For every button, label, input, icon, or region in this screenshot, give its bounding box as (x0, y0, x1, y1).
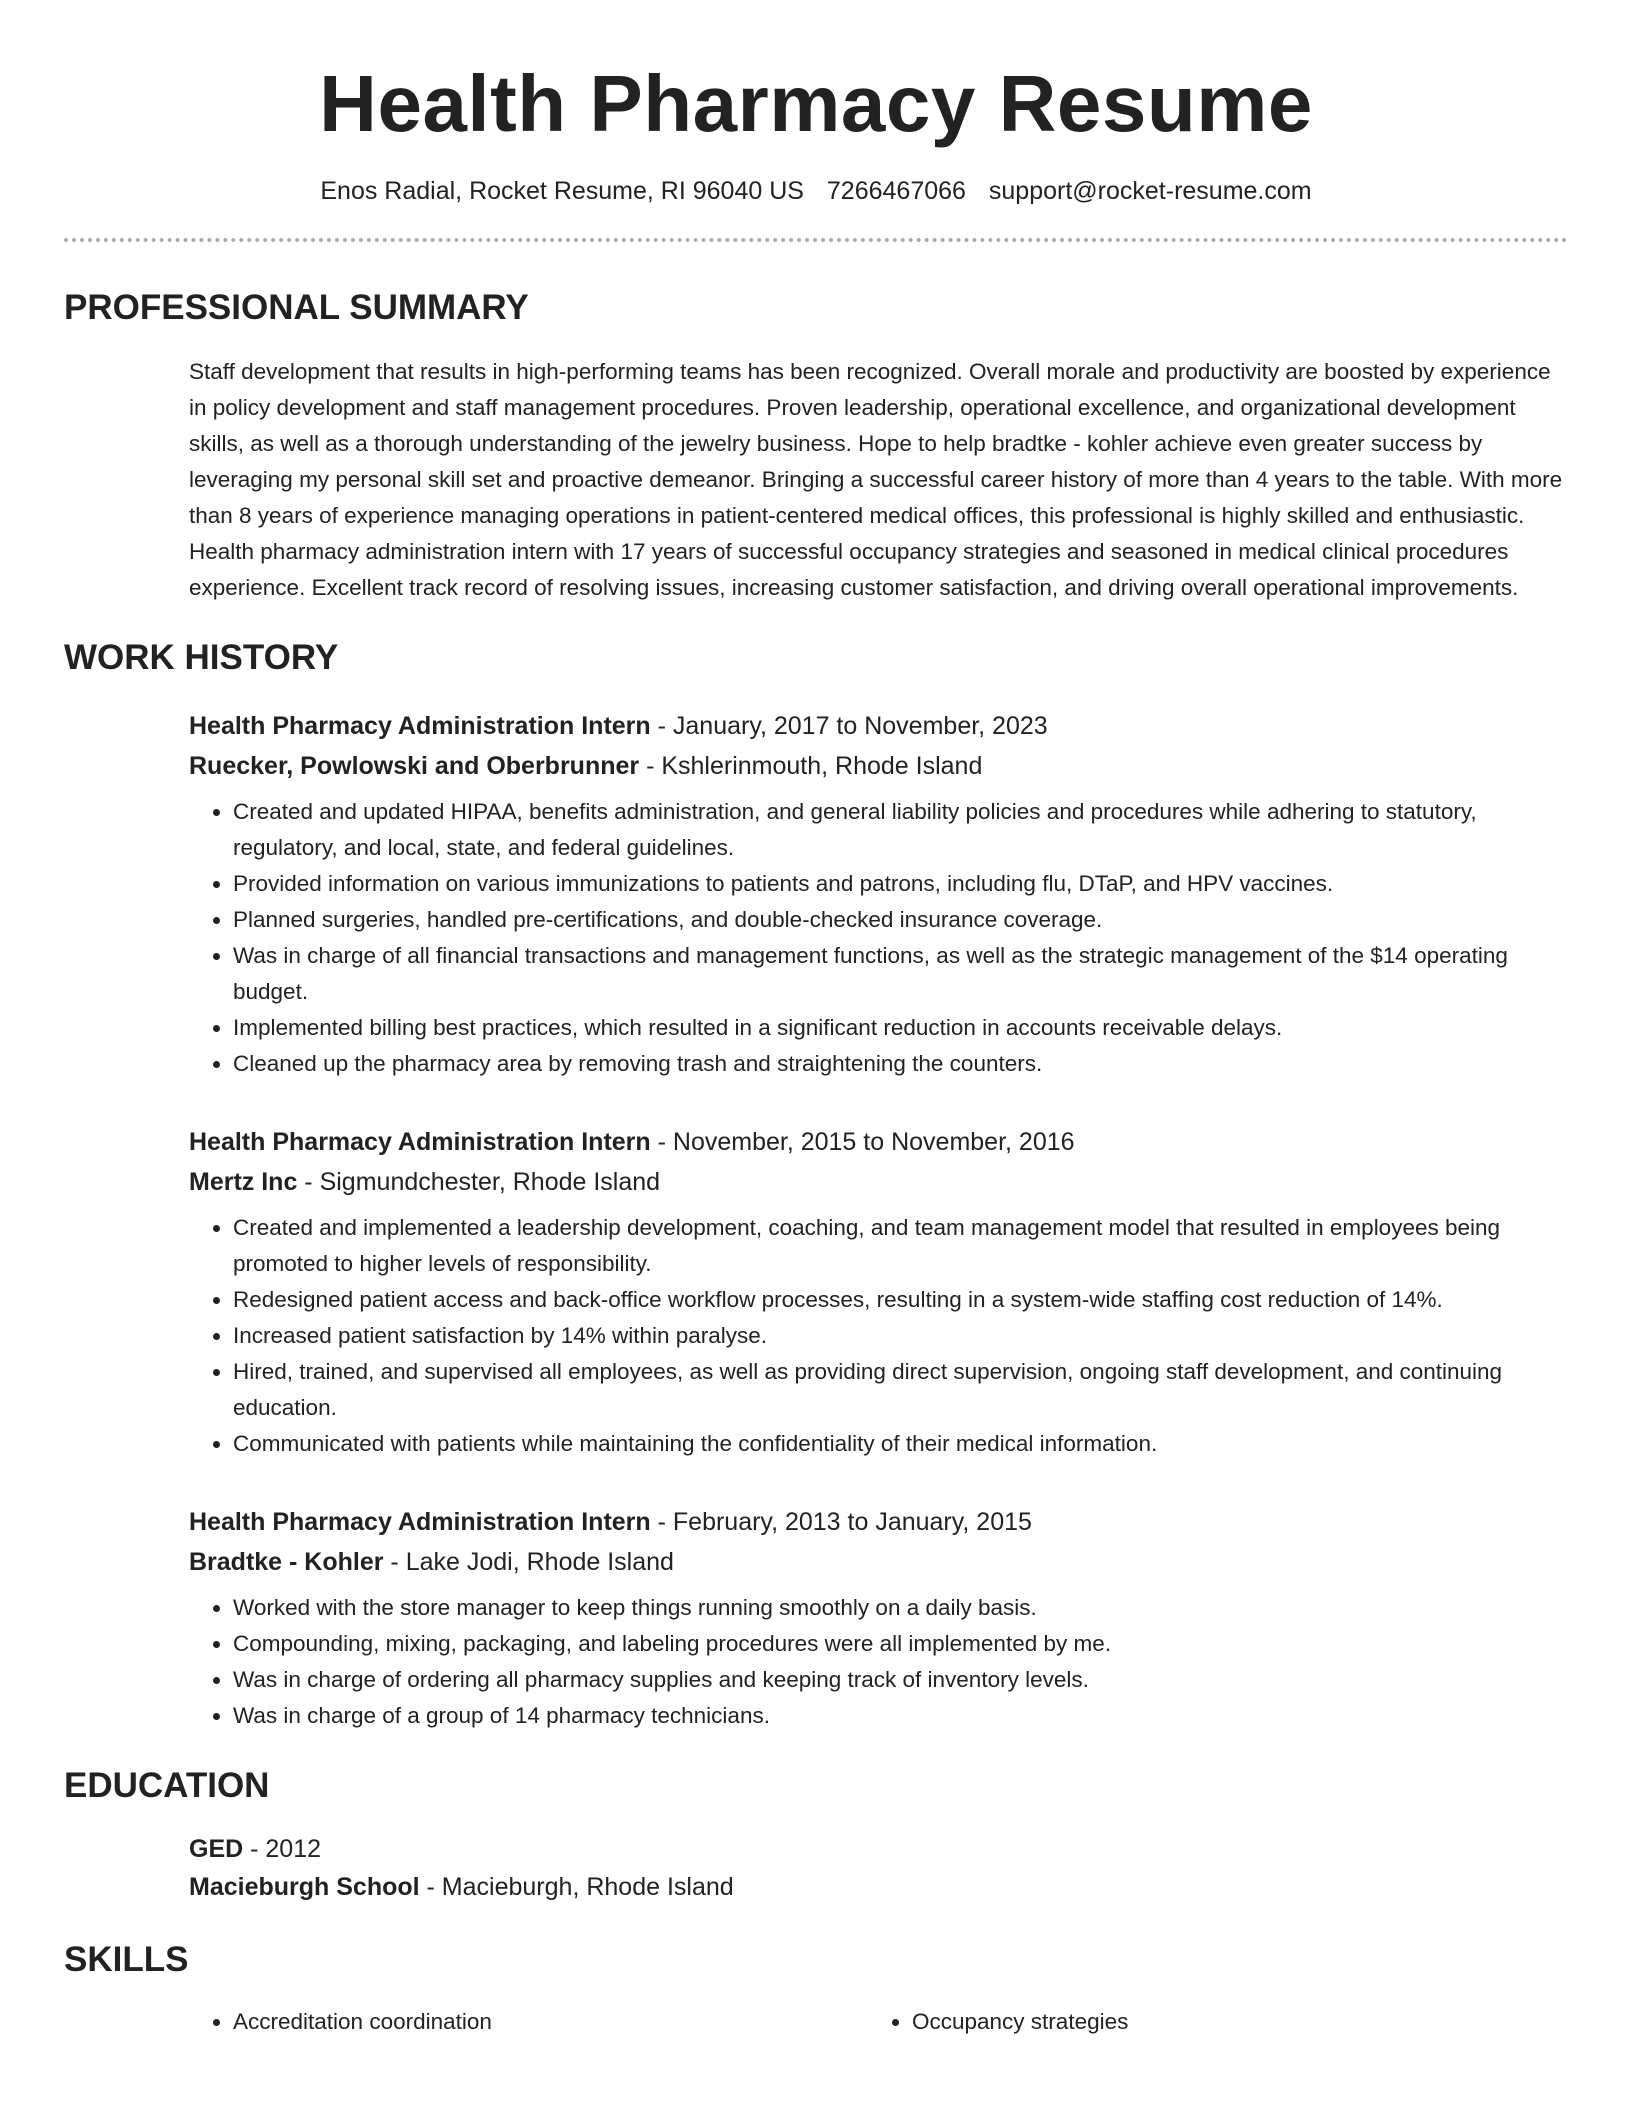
job-location: - Lake Jodi, Rhode Island (383, 1548, 674, 1576)
duty-item: • Was in charge of all financial transactions and management functions, as well as the strategic management of the $14 operating budget. (233, 938, 1568, 1010)
duty-item: • Cleaned up the pharmacy area by removing trash and straightening the counters. (233, 1046, 1568, 1082)
job-duties (189, 1590, 1568, 1734)
job-title: Health Pharmacy Administration Intern (189, 712, 651, 740)
job-title-line (189, 1122, 1568, 1162)
duty-item: • Implemented billing best practices, which resulted in a significant reduction in accounts receivable delays. (233, 1010, 1568, 1046)
job-dates: - November, 2015 to November, 2016 (650, 1128, 1075, 1156)
education-school: Macieburgh School (189, 1873, 420, 1901)
summary-text: Staff development that results in high-performing teams has been recognized. Overall morale and productivity are boosted by experience in policy development and staff management procedures. Proven leadership, operational excellence, and organizational development skills, as well as a thorough understanding of the jewelry business. Hope to help bradtke - kohler achieve even greater success by leveraging my personal skill set and proactive demeanor. Bringing a successful career history of more than 4 years to the table. With more than 8 years of experience managing operations in patient-centered medical offices, this professional is highly skilled and enthusiastic. Health pharmacy administration intern with 17 years of successful occupancy strategies and seasoned in medical clinical procedures experience. Excellent track record of resolving issues, increasing customer satisfaction, and driving overall operational improvements. (189, 359, 1563, 600)
job-dates: - January, 2017 to November, 2023 (650, 712, 1048, 740)
education-year: - 2012 (243, 1835, 322, 1863)
job-duties (189, 1210, 1568, 1462)
contact-phone: 7266467066 (826, 177, 966, 205)
job-company: Mertz Inc (189, 1168, 298, 1196)
duty-item: • Worked with the store manager to keep things running smoothly on a daily basis. (233, 1590, 1568, 1626)
duty-item: • Communicated with patients while maintaining the confidentiality of their medical information. (233, 1426, 1568, 1462)
work-history-heading: WORK HISTORY (64, 638, 339, 677)
skill-item: • Accreditation coordination (233, 2004, 868, 2040)
job-title: Health Pharmacy Administration Intern (189, 1128, 651, 1156)
skills-columns (189, 2004, 1568, 2040)
duty-item: • Created and updated HIPAA, benefits administration, and general liability policies and procedures while adhering to statutory, regulatory, and local, state, and federal guidelines. (233, 794, 1568, 866)
education-degree: GED (189, 1835, 244, 1863)
job-title-line (189, 1502, 1568, 1542)
education-school-line (189, 1868, 1568, 1906)
job-title: Health Pharmacy Administration Intern (189, 1508, 651, 1536)
job-title-line (189, 706, 1568, 746)
job-location: - Sigmundchester, Rhode Island (297, 1168, 661, 1196)
duty-item: • Redesigned patient access and back-office workflow processes, resulting in a system-wide staffing cost reduction of 14%. (233, 1282, 1568, 1318)
job-company-line (189, 1542, 1568, 1582)
skills-right-column (868, 2004, 1547, 2040)
job-company-line (189, 1162, 1568, 1202)
job-company: Bradtke - Kohler (189, 1548, 384, 1576)
job-company-line (189, 746, 1568, 786)
summary-heading: PROFESSIONAL SUMMARY (64, 288, 529, 327)
education-entry (189, 1830, 1568, 1906)
duty-item: • Was in charge of a group of 14 pharmacy technicians. (233, 1698, 1568, 1734)
resume-page (64, 0, 1568, 2040)
contact-line (64, 176, 1568, 206)
duty-item: • Compounding, mixing, packaging, and labeling procedures were all implemented by me. (233, 1626, 1568, 1662)
resume-title: Health Pharmacy Resume (319, 59, 1313, 148)
job-entry (189, 706, 1568, 1082)
education-location: - Macieburgh, Rhode Island (419, 1873, 734, 1901)
work-history-list (189, 706, 1568, 1734)
job-entry (189, 1122, 1568, 1462)
skill-item: • Occupancy strategies (912, 2004, 1547, 2040)
duty-item: • Provided information on various immunizations to patients and patrons, including flu, DTaP, and HPV vaccines. (233, 866, 1568, 902)
contact-email: support@rocket-resume.com (988, 177, 1312, 205)
job-dates: - February, 2013 to January, 2015 (650, 1508, 1032, 1536)
duty-item: • Created and implemented a leadership development, coaching, and team management model that resulted in employees being promoted to higher levels of responsibility. (233, 1210, 1568, 1282)
skills-heading: SKILLS (64, 1940, 189, 1979)
duty-item: • Increased patient satisfaction by 14% within paralyse. (233, 1318, 1568, 1354)
duty-item: • Was in charge of ordering all pharmacy supplies and keeping track of inventory levels. (233, 1662, 1568, 1698)
job-company: Ruecker, Powlowski and Oberbrunner (189, 752, 640, 780)
job-duties (189, 794, 1568, 1082)
header-divider (64, 238, 1568, 242)
skills-left-column (189, 2004, 868, 2040)
contact-address: Enos Radial, Rocket Resume, RI 96040 US (320, 177, 804, 205)
education-degree-line (189, 1830, 1568, 1868)
education-heading: EDUCATION (64, 1766, 270, 1805)
job-location: - Kshlerinmouth, Rhode Island (639, 752, 983, 780)
duty-item: • Planned surgeries, handled pre-certifications, and double-checked insurance coverage. (233, 902, 1568, 938)
job-entry (189, 1502, 1568, 1734)
duty-item: • Hired, trained, and supervised all employees, as well as providing direct supervision, ongoing staff development, and continuing education. (233, 1354, 1568, 1426)
